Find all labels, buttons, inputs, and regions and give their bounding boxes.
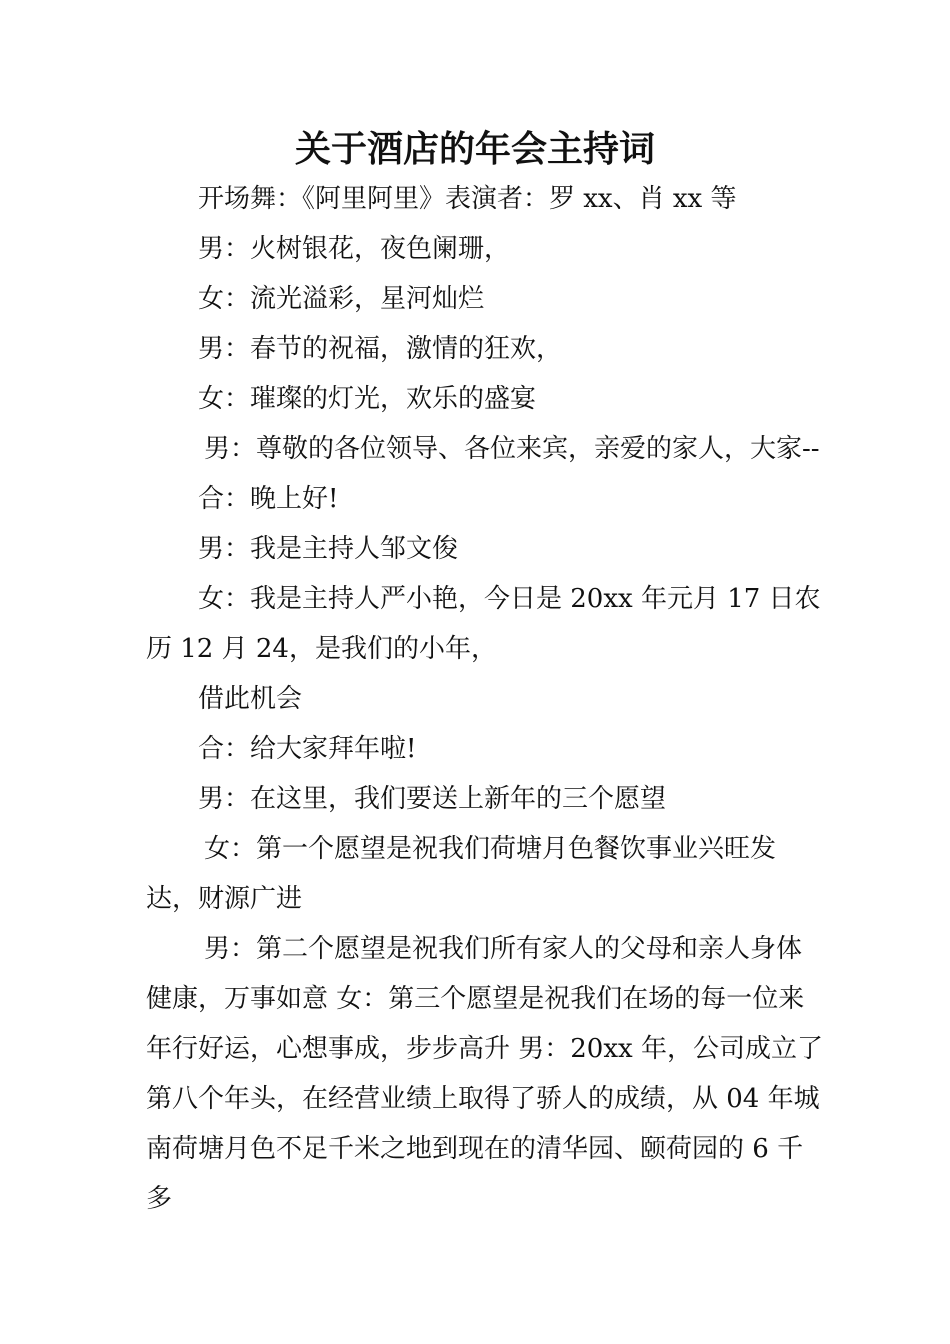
- paragraph-together-new-year: 合：给大家拜年啦!: [198, 734, 417, 764]
- paragraph-male-host-intro: 男：我是主持人邹文俊: [198, 534, 459, 564]
- document-body: [146, 174, 826, 1224]
- paragraph-male-greeting: 男：尊敬的各位领导、各位来宾，亲爱的家人，大家--: [204, 434, 820, 464]
- paragraph-female-host-intro: 女：我是主持人严小艳，今日是 20xx 年元月 17 日农历 12 月 24，是我们的小年，: [146, 584, 821, 664]
- paragraph-male-line-1: 男：火树银花，夜色阑珊，: [198, 234, 511, 264]
- paragraph-female-line-1: 女：流光溢彩，星河灿烂: [198, 284, 485, 314]
- paragraph-male-line-2: 男：春节的祝福，激情的狂欢，: [198, 334, 563, 364]
- paragraph-female-line-2: 女：璀璨的灯光，欢乐的盛宴: [198, 384, 537, 414]
- paragraph-first-wish: 女：第一个愿望是祝我们荷塘月色餐饮事业兴旺发达，财源广进: [146, 834, 777, 914]
- paragraph-together-greeting: 合：晚上好!: [198, 484, 339, 514]
- document-title: 关于酒店的年会主持词: [294, 128, 655, 170]
- paragraph-opportunity: 借此机会: [198, 684, 303, 714]
- paragraph-three-wishes: 男：在这里，我们要送上新年的三个愿望: [198, 784, 667, 814]
- paragraph-second-third-wish: 男：第二个愿望是祝我们所有家人的父母和亲人身体健康，万事如意 女：第三个愿望是祝我们在场的每一位来年行好运，心想事成，步步高升 男：20xx 年，公司成立了第八个年头，在经营业绩上取得了骄人的成绩，从 04 年城南荷塘月色不足千米之地到现在的清华园、颐荷园的 6 千多: [146, 934, 823, 1214]
- paragraph-opening-dance: 开场舞：《阿里阿里》表演者：罗 xx、肖 xx 等: [198, 184, 737, 214]
